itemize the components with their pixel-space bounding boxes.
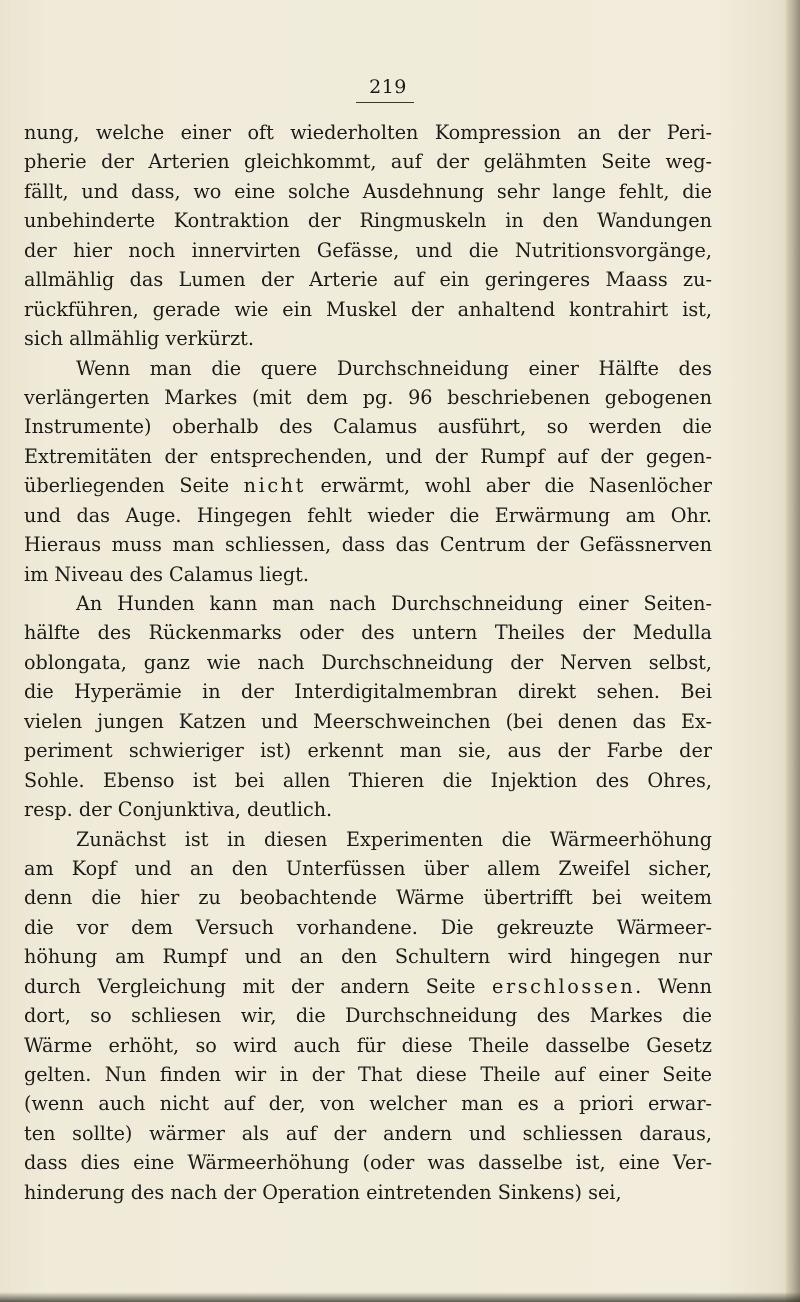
text-line: Zunächst ist in diesen Experimenten die Wärmeerhöhung (76, 827, 712, 851)
text-line: Sohle. Ebenso ist bei allen Thieren die Injektion des Ohres, (24, 768, 712, 792)
text-segment: überliegenden Seite (24, 474, 244, 498)
text-line: Extremitäten der entsprechenden, und der Rumpf auf der gegen- (24, 444, 712, 468)
text-segment: . Wenn (635, 974, 712, 998)
paragraph (24, 825, 712, 1208)
text-line: oblongata, ganz wie nach Durchschneidung der Nerven selbst, (24, 650, 712, 674)
text-line: Wärme erhöht, so wird auch für diese Theile dasselbe Gesetz (24, 1033, 712, 1057)
text-line: der hier noch innervirten Gefässe, und die Nutritionsvorgänge, (24, 238, 712, 262)
page-number-rule (356, 102, 414, 103)
page-bottom-shadow (0, 1292, 800, 1302)
text-line: allmählig das Lumen der Arterie auf ein geringeres Maass zu- (24, 268, 712, 292)
text-line: hinderung des nach der Operation eintretenden Sinkens) sei, (24, 1180, 622, 1204)
spaced-emphasis: nicht (243, 474, 306, 498)
page-number: 219 (369, 76, 407, 98)
text-segment: durch Vergleichung mit der andern Seite (24, 974, 492, 998)
text-line: hälfte des Rückenmarks oder des untern Theiles der Medulla (24, 621, 712, 645)
paragraph (24, 589, 712, 825)
page-edge-shadow (786, 0, 800, 1302)
text-line: pherie der Arterien gleichkommt, auf der gelähmten Seite weg- (24, 150, 712, 174)
text-line: Hieraus muss man schliessen, dass das Centrum der Gefässnerven (24, 533, 712, 557)
text-segment: erwärmt, wohl aber die Nasenlöcher (305, 474, 712, 498)
text-line: höhung am Rumpf und an den Schultern wird hingegen nur (24, 945, 712, 969)
text-line (24, 471, 712, 500)
text-line: periment schwieriger ist) erkennt man sie, aus der Farbe der (24, 739, 712, 763)
text-line: An Hunden kann man nach Durchschneidung einer Seiten- (76, 592, 712, 615)
text-line: Instrumente) oberhalb des Calamus ausführt, so werden die (24, 415, 712, 439)
text-line: die vor dem Versuch vorhandene. Die gekreuzte Wärmeer- (24, 915, 712, 939)
text-line: und das Auge. Hingegen fehlt wieder die Erwärmung am Ohr. (24, 503, 712, 527)
spaced-emphasis: erschlossen (491, 974, 636, 998)
text-line: verlängerten Markes (mit dem pg. 96 beschriebenen gebogenen (24, 385, 712, 409)
text-line: am Kopf und an den Unterfüssen über allem Zweifel sicher, (24, 856, 712, 880)
text-line: fällt, und dass, wo eine solche Ausdehnung sehr lange fehlt, die (24, 179, 712, 203)
text-line: vielen jungen Katzen und Meerschweinchen (bei denen das Ex- (24, 709, 712, 733)
text-line: ten sollte) wärmer als auf der andern und schliessen daraus, (24, 1121, 712, 1145)
text-line: (wenn auch nicht auf der, von welcher man es a priori erwar- (24, 1092, 712, 1116)
text-line: rückführen, gerade wie ein Muskel der anhaltend kontrahirt ist, (24, 297, 712, 321)
text-line (24, 972, 712, 1001)
text-line: resp. der Conjunktiva, deutlich. (24, 798, 333, 822)
paragraph (24, 118, 712, 354)
text-line: Wenn man die quere Durchschneidung einer Hälfte des (76, 356, 712, 380)
text-line: denn die hier zu beobachtende Wärme übertrifft bei weitem (24, 886, 712, 910)
text-line: im Niveau des Calamus liegt. (24, 562, 309, 586)
paragraph (24, 354, 712, 590)
text-line: unbehinderte Kontraktion der Ringmuskeln in den Wandungen (24, 209, 712, 233)
text-line: dass dies eine Wärmeerhöhung (oder was dasselbe ist, eine Ver- (24, 1151, 712, 1175)
text-line: die Hyperämie in der Interdigitalmembran direkt sehen. Bei (24, 680, 712, 704)
text-line: sich allmählig verkürzt. (24, 327, 254, 351)
body-text (24, 118, 712, 1207)
text-line: dort, so schliesen wir, die Durchschneidung des Markes die (24, 1004, 712, 1028)
text-line: nung, welche einer oft wiederholten Kompression an der Peri- (24, 121, 712, 144)
text-line: gelten. Nun finden wir in der That diese Theile auf einer Seite (24, 1063, 712, 1086)
